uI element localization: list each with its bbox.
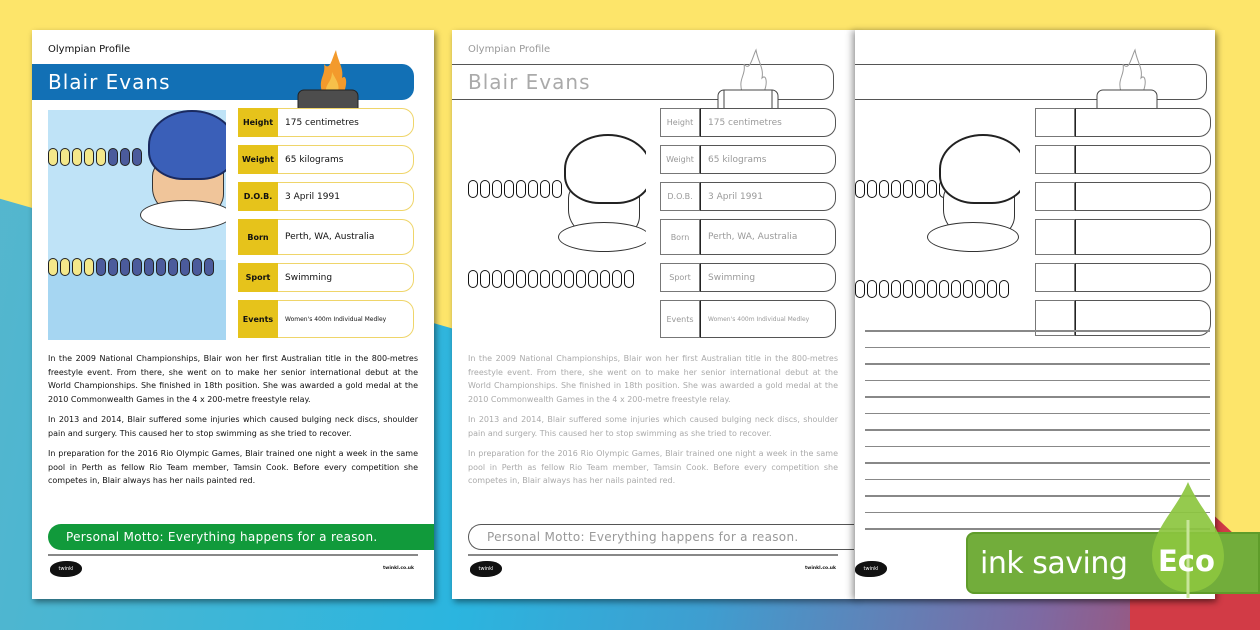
stat-born: Born Perth, WA, Australia xyxy=(660,219,836,255)
stat-weight: Weight 65 kilograms xyxy=(660,145,836,174)
personal-motto-banner: Personal Motto: Everything happens for a reason. xyxy=(468,524,854,550)
bio-paragraph: In 2013 and 2014, Blair suffered some injuries which caused bulging neck discs, shoulder pain and surgery. This caused her to stop swimming as she tried to recover. xyxy=(468,415,838,438)
site-url: twinkl.co.uk xyxy=(383,566,414,571)
athlete-name: Blair Evans xyxy=(48,70,171,94)
header-label: Olympian Profile xyxy=(468,44,551,55)
twinkl-logo: twinkl xyxy=(855,561,887,577)
lane-rope-bottom xyxy=(48,258,214,276)
lane-rope-top xyxy=(468,180,562,198)
header-label: Olympian Profile xyxy=(48,44,131,55)
swimmer-illustration xyxy=(48,110,226,340)
swimmer-outline-illustration xyxy=(855,110,1020,340)
athlete-name: Blair Evans xyxy=(468,70,591,94)
personal-motto-banner: Personal Motto: Everything happens for a reason. xyxy=(48,524,434,550)
stat-events: Events Women's 400m Individual Medley xyxy=(660,300,836,338)
stat-dob: D.O.B. 3 April 1991 xyxy=(660,182,836,211)
ink-saving-text: ink saving xyxy=(980,545,1128,581)
worksheet-ink-saving xyxy=(452,30,856,599)
stat-events: Events Women's 400m Individual Medley xyxy=(238,300,414,338)
twinkl-logo: twinkl xyxy=(470,561,502,577)
stat-weight: Weight 65 kilograms xyxy=(238,145,414,174)
stat-sport: Sport Swimming xyxy=(238,263,414,292)
lane-rope-top xyxy=(48,148,142,166)
lane-rope-bottom xyxy=(855,280,1009,298)
bio-paragraph: In the 2009 National Championships, Blair won her first Australian title in the 800-metres freestyle event. From there, she went on to make her senior international debut at the World Championships. She finished in 18th position. She was awarded a gold medal at the 2010 Commonwealth Games in the 4 x 200-metre freestyle relay. xyxy=(468,354,838,404)
site-url: twinkl.co.uk xyxy=(805,566,836,571)
stat-height: Height 175 centimetres xyxy=(238,108,414,137)
stat-dob: D.O.B. 3 April 1991 xyxy=(238,182,414,211)
stat-born: Born Perth, WA, Australia xyxy=(238,219,414,255)
stats-table xyxy=(238,108,414,346)
footer-divider xyxy=(48,554,418,556)
eco-label: Eco xyxy=(1158,544,1215,578)
stat-height: Height 175 centimetres xyxy=(660,108,836,137)
biography xyxy=(48,352,418,495)
worksheet-color xyxy=(32,30,434,599)
bio-paragraph: In preparation for the 2016 Rio Olympic Games, Blair trained one night a week in the same pool in Perth as fellow Rio Team member, Tamsin Cook. Before every competition she competes in, Blair always has her nails painted red. xyxy=(48,449,418,485)
twinkl-logo: twinkl xyxy=(50,561,82,577)
lane-rope-bottom xyxy=(468,270,634,288)
stats-blank-table xyxy=(1035,108,1211,344)
footer-divider xyxy=(468,554,838,556)
lane-rope-top xyxy=(855,180,949,198)
bio-paragraph: In preparation for the 2016 Rio Olympic Games, Blair trained one night a week in the same pool in Perth as fellow Rio Team member, Tamsin Cook. Before every competition she competes in, Blair always has her nails painted red. xyxy=(468,449,838,485)
swimmer-outline-illustration xyxy=(468,110,646,340)
biography xyxy=(468,352,838,495)
bio-paragraph: In the 2009 National Championships, Blair won her first Australian title in the 800-metres freestyle event. From there, she went on to make her senior international debut at the World Championships. She finished in 18th position. She was awarded a gold medal at the 2010 Commonwealth Games in the 4 x 200-metre freestyle relay. xyxy=(48,354,418,404)
bio-paragraph: In 2013 and 2014, Blair suffered some injuries which caused bulging neck discs, shoulder pain and surgery. This caused her to stop swimming as she tried to recover. xyxy=(48,415,418,438)
leaf-icon xyxy=(1150,480,1226,598)
stats-table xyxy=(660,108,836,346)
stat-sport: Sport Swimming xyxy=(660,263,836,292)
